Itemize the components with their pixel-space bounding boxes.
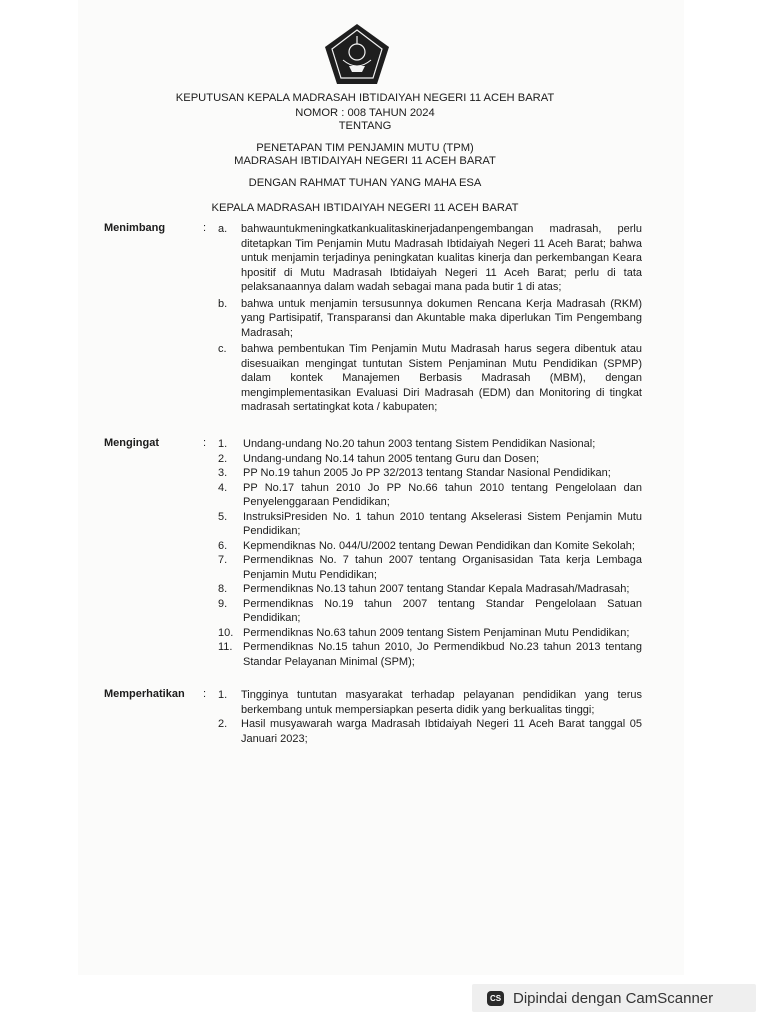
memperhatikan-list	[218, 688, 642, 746]
item-marker: 10.	[218, 626, 234, 639]
decree-about: TENTANG	[338, 120, 392, 132]
item-marker: 8.	[218, 583, 228, 595]
issuer-line: KEPALA MADRASAH IBTIDAIYAH NEGERI 11 ACEH BARAT	[211, 202, 519, 214]
item-text: Permendiknas No.63 tahun 2009 tentang Sistem Penjaminan Mutu Pendidikan;	[243, 626, 630, 639]
item-marker: 5.	[218, 510, 228, 523]
list-item	[218, 510, 642, 539]
item-marker: b.	[218, 297, 228, 310]
decree-subject-school: MADRASAH IBTIDAIYAH NEGERI 11 ACEH BARAT	[234, 155, 496, 167]
item-text: PP No.19 tahun 2005 Jo PP 32/2013 tentang Standar Nasional Pendidikan;	[243, 467, 611, 479]
list-item	[218, 539, 642, 554]
item-marker: 9.	[218, 597, 228, 610]
camscanner-label: Dipindai dengan CamScanner	[513, 989, 714, 1007]
item-text: Tingginya tuntutan masyarakat terhadap pelayanan pendidikan yang terus berkembang untuk mempersiapkan peserta didik yang berkualitas tinggi;	[241, 689, 642, 716]
invocation-line: DENGAN RAHMAT TUHAN YANG MAHA ESA	[248, 177, 482, 189]
list-item	[218, 222, 642, 295]
item-marker: 6.	[218, 539, 228, 552]
list-item	[218, 640, 642, 669]
list-item	[218, 553, 642, 582]
list-item	[218, 437, 642, 452]
item-text: InstruksiPresiden No. 1 tahun 2010 tentang Akselerasi Sistem Penjamin Mutu Pendidikan;	[243, 510, 642, 537]
item-text: Permendiknas No.19 tahun 2007 tentang Standar Pengelolaan Satuan Pendidikan;	[243, 597, 642, 624]
section-colon: :	[203, 688, 207, 700]
item-text: Permendiknas No. 7 tahun 2007 tentang Organisasidan Tata kerja Lembaga Penjamin Mutu Pendidikan;	[243, 554, 642, 581]
decree-number: NOMOR : 008 TAHUN 2024	[295, 107, 435, 119]
item-text: Undang-undang No.14 tahun 2005 tentang Guru dan Dosen;	[243, 452, 540, 465]
list-item	[218, 466, 642, 481]
list-item	[218, 597, 642, 626]
ministry-emblem-logo	[323, 22, 391, 86]
item-marker: 2.	[218, 452, 228, 465]
decree-subject: PENETAPAN TIM PENJAMIN MUTU (TPM)	[256, 142, 474, 154]
list-item	[218, 452, 642, 467]
item-marker: 1.	[218, 438, 228, 450]
list-item	[218, 688, 642, 717]
menimbang-list	[218, 222, 642, 415]
section-label: Memperhatikan	[104, 688, 185, 700]
list-item	[218, 626, 642, 641]
item-marker: 3.	[218, 467, 228, 479]
list-item	[218, 717, 642, 746]
item-marker: a.	[218, 223, 228, 235]
section-colon: :	[203, 222, 207, 234]
list-item	[218, 342, 642, 415]
item-marker: 4.	[218, 481, 228, 494]
item-marker: 11.	[218, 641, 233, 653]
item-text: PP No.17 tahun 2010 Jo PP No.66 tahun 2010 tentang Pengelolaan dan Penyelenggaraan Pendidikan;	[243, 481, 642, 508]
item-text: bahwa pembentukan Tim Penjamin Mutu Madrasah harus segera dibentuk atau disesuaikan mengingat tuntutan Sistem Penjaminan Mutu Pendidikan (SPMP) dalam kontek Manajemen Berbasis Madrasah (MBM), dengan mengimplementasikan Evaluasi Diri Madrasah (EDM) dan Monitoring di tingkat madrasah sertatingkat kota / kabupaten;	[241, 343, 642, 413]
list-item	[218, 481, 642, 510]
item-text: Kepmendiknas No. 044/U/2002 tentang Dewan Pendidikan dan Komite Sekolah;	[243, 539, 635, 552]
item-marker: 2.	[218, 718, 228, 730]
item-text: bahwauntukmeningkatkankualitaskinerjadanpengembangan madrasah, perlu ditetapkan Tim Penjamin Mutu Madrasah Ibtidaiyah Negeri 11 Aceh Barat; bahwa untuk menjamin terjadinya peningkatan kualitas kinerja dan perkembangan Keara hpositif di Mutu Madrasah Ibtidaiyah Negeri 11 Aceh Barat; perlu di tata pelaksanaannya dalam wadah sebagai mana pada butir 1 di atas;	[241, 223, 642, 293]
item-text: Undang-undang No.20 tahun 2003 tentang Sistem Pendidikan Nasional;	[243, 438, 596, 450]
mengingat-list	[218, 437, 642, 669]
section-colon: :	[203, 437, 207, 449]
list-item	[218, 582, 642, 597]
item-marker: c.	[218, 343, 227, 355]
list-item	[218, 297, 642, 341]
camscanner-badge	[472, 984, 756, 1012]
item-text: bahwa untuk menjamin tersusunnya dokumen Rencana Kerja Madrasah (RKM) yang Partisipatif, Transparansi dan Akuntable maka diperlukan Tim Pengembang Madrasah;	[241, 297, 642, 339]
item-text: Hasil musyawarah warga Madrasah Ibtidaiyah Negeri 11 Aceh Barat tanggal 05 Januari 2023;	[241, 718, 642, 745]
section-label: Menimbang	[104, 222, 166, 234]
section-label: Mengingat	[104, 437, 159, 449]
item-marker: 7.	[218, 554, 228, 566]
item-text: Permendiknas No.15 tahun 2010, Jo Permendikbud No.23 tahun 2013 tentang Standar Pelayanan Minimal (SPM);	[243, 641, 642, 668]
decree-title: KEPUTUSAN KEPALA MADRASAH IBTIDAIYAH NEGERI 11 ACEH BARAT	[175, 92, 555, 104]
document-header	[150, 92, 580, 215]
item-marker: 1.	[218, 689, 228, 701]
camscanner-icon: CS	[487, 991, 504, 1006]
item-text: Permendiknas No.13 tahun 2007 tentang Standar Kepala Madrasah/Madrasah;	[243, 583, 630, 595]
